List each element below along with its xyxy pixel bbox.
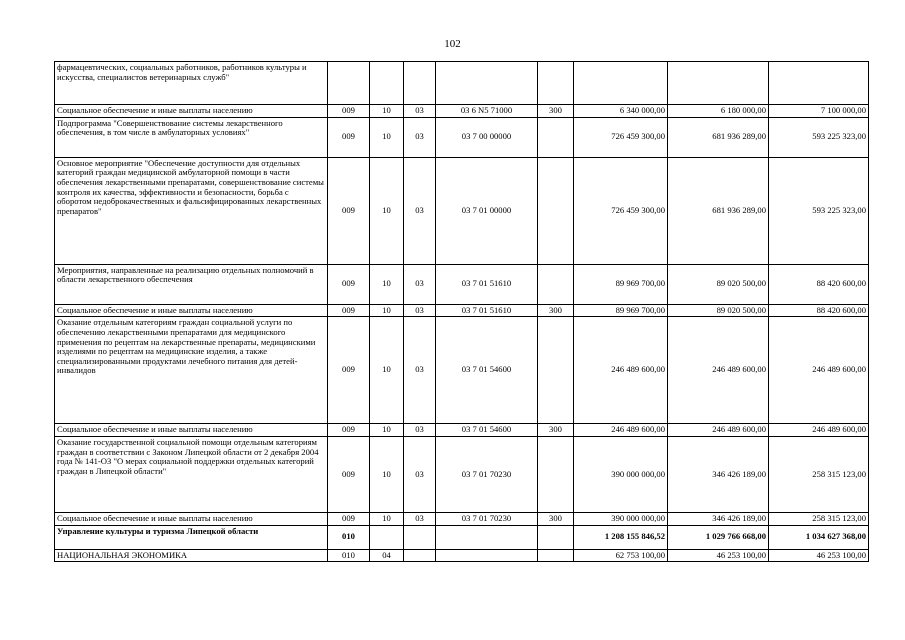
cell-amount-year1: 246 489 600,00	[574, 317, 668, 424]
cell-name: Социальное обеспечение и иные выплаты населению	[55, 105, 328, 118]
cell-amount-year3: 88 420 600,00	[769, 304, 869, 317]
cell-ved: 009	[328, 304, 370, 317]
cell-amount-year3: 246 489 600,00	[769, 317, 869, 424]
cell-expense-type	[538, 525, 574, 549]
cell-name: Основное мероприятие "Обеспечение доступности для отдельных категорий граждан медицинской амбулаторной помощи в части обеспечения лекарственными препаратами, совершенствование системы контроля их качества, эффективности и безопасности, борьба с оборотом недоброкачественных и фальсифицированных лекарственных препаратов"	[55, 157, 328, 264]
cell-amount-year1: 89 969 700,00	[574, 264, 668, 304]
cell-ved: 009	[328, 317, 370, 424]
cell-ved: 010	[328, 525, 370, 549]
cell-amount-year3: 258 315 123,00	[769, 512, 869, 525]
cell-amount-year1: 1 208 155 846,52	[574, 525, 668, 549]
cell-amount-year2: 346 426 189,00	[668, 436, 769, 512]
cell-name: Социальное обеспечение и иные выплаты населению	[55, 304, 328, 317]
cell-name: фармацевтических, социальных работников, работников культуры и искусства, специалистов ветеринарных служб"	[55, 62, 328, 105]
cell-podrazdel	[404, 549, 436, 562]
cell-podrazdel	[404, 525, 436, 549]
cell-amount-year1	[574, 62, 668, 105]
cell-podrazdel	[404, 62, 436, 105]
cell-amount-year2: 89 020 500,00	[668, 264, 769, 304]
cell-podrazdel: 03	[404, 117, 436, 157]
cell-amount-year2: 1 029 766 668,00	[668, 525, 769, 549]
cell-name: Подпрограмма "Совершенствование системы лекарственного обеспечения, в том числе в амбулаторных условиях"	[55, 117, 328, 157]
cell-target-article: 03 7 01 54600	[436, 424, 538, 437]
cell-expense-type: 300	[538, 424, 574, 437]
cell-target-article	[436, 62, 538, 105]
cell-razdel	[370, 62, 404, 105]
cell-amount-year3: 7 100 000,00	[769, 105, 869, 118]
cell-name: Мероприятия, направленные на реализацию отдельных полномочий в области лекарственного обеспечения	[55, 264, 328, 304]
cell-expense-type: 300	[538, 512, 574, 525]
cell-razdel: 10	[370, 512, 404, 525]
table-row	[55, 317, 869, 424]
cell-target-article: 03 7 01 70230	[436, 436, 538, 512]
table-row	[55, 264, 869, 304]
table-row	[55, 424, 869, 437]
cell-amount-year3: 46 253 100,00	[769, 549, 869, 562]
cell-razdel: 10	[370, 105, 404, 118]
cell-target-article: 03 6 N5 71000	[436, 105, 538, 118]
cell-ved: 009	[328, 264, 370, 304]
cell-podrazdel: 03	[404, 436, 436, 512]
cell-target-article: 03 7 00 00000	[436, 117, 538, 157]
cell-razdel: 10	[370, 264, 404, 304]
cell-name: Социальное обеспечение и иные выплаты населению	[55, 424, 328, 437]
cell-ved	[328, 62, 370, 105]
table-row	[55, 436, 869, 512]
cell-amount-year3: 593 225 323,00	[769, 157, 869, 264]
cell-expense-type	[538, 157, 574, 264]
cell-expense-type	[538, 436, 574, 512]
cell-amount-year1: 62 753 100,00	[574, 549, 668, 562]
cell-amount-year1: 390 000 000,00	[574, 512, 668, 525]
cell-amount-year1: 726 459 300,00	[574, 117, 668, 157]
cell-ved: 010	[328, 549, 370, 562]
cell-amount-year3: 88 420 600,00	[769, 264, 869, 304]
cell-podrazdel: 03	[404, 105, 436, 118]
cell-amount-year1: 89 969 700,00	[574, 304, 668, 317]
table-row	[55, 525, 869, 549]
cell-amount-year2: 681 936 289,00	[668, 157, 769, 264]
cell-amount-year1: 726 459 300,00	[574, 157, 668, 264]
cell-podrazdel: 03	[404, 512, 436, 525]
cell-name: Оказание отдельным категориям граждан социальной услуги по обеспечению лекарственными препаратами для медицинского применения по рецептам на лекарственные препараты, медицинскими изделиями по рецептам на медицинские изделия, а также специализированными продуктами лечебного питания для детей-инвалидов	[55, 317, 328, 424]
cell-expense-type	[538, 62, 574, 105]
cell-amount-year3: 258 315 123,00	[769, 436, 869, 512]
cell-expense-type	[538, 549, 574, 562]
cell-ved: 009	[328, 117, 370, 157]
table-row	[55, 512, 869, 525]
cell-amount-year3	[769, 62, 869, 105]
cell-target-article: 03 7 01 54600	[436, 317, 538, 424]
table-row	[55, 62, 869, 105]
table-row	[55, 549, 869, 562]
cell-name: Оказание государственной социальной помощи отдельным категориям граждан в соответствии с Законом Липецкой области от 2 декабря 2004 года № 141-ОЗ "О мерах социальной поддержки отдельных категорий граждан в Липецкой области"	[55, 436, 328, 512]
cell-expense-type	[538, 317, 574, 424]
cell-ved: 009	[328, 512, 370, 525]
cell-podrazdel: 03	[404, 157, 436, 264]
cell-name: Управление культуры и туризма Липецкой области	[55, 525, 328, 549]
cell-razdel: 10	[370, 157, 404, 264]
cell-target-article: 03 7 01 70230	[436, 512, 538, 525]
cell-razdel	[370, 525, 404, 549]
cell-expense-type	[538, 117, 574, 157]
cell-amount-year3: 1 034 627 368,00	[769, 525, 869, 549]
cell-razdel: 04	[370, 549, 404, 562]
cell-razdel: 10	[370, 117, 404, 157]
table-row	[55, 304, 869, 317]
cell-ved: 009	[328, 436, 370, 512]
cell-amount-year2: 246 489 600,00	[668, 317, 769, 424]
cell-podrazdel: 03	[404, 264, 436, 304]
table-row	[55, 117, 869, 157]
cell-name: Социальное обеспечение и иные выплаты населению	[55, 512, 328, 525]
cell-razdel: 10	[370, 436, 404, 512]
cell-razdel: 10	[370, 317, 404, 424]
cell-razdel: 10	[370, 304, 404, 317]
cell-target-article: 03 7 01 51610	[436, 304, 538, 317]
cell-amount-year2: 89 020 500,00	[668, 304, 769, 317]
budget-table	[54, 61, 869, 562]
cell-amount-year2: 681 936 289,00	[668, 117, 769, 157]
cell-amount-year2	[668, 62, 769, 105]
cell-ved: 009	[328, 157, 370, 264]
cell-target-article: 03 7 01 51610	[436, 264, 538, 304]
table-row	[55, 105, 869, 118]
cell-amount-year1: 246 489 600,00	[574, 424, 668, 437]
cell-ved: 009	[328, 105, 370, 118]
cell-expense-type: 300	[538, 304, 574, 317]
cell-podrazdel: 03	[404, 317, 436, 424]
cell-amount-year1: 6 340 000,00	[574, 105, 668, 118]
cell-name: НАЦИОНАЛЬНАЯ ЭКОНОМИКА	[55, 549, 328, 562]
cell-amount-year3: 246 489 600,00	[769, 424, 869, 437]
cell-ved: 009	[328, 424, 370, 437]
cell-amount-year2: 346 426 189,00	[668, 512, 769, 525]
page-number: 102	[444, 38, 461, 50]
cell-target-article	[436, 549, 538, 562]
cell-target-article: 03 7 01 00000	[436, 157, 538, 264]
cell-expense-type	[538, 264, 574, 304]
table-body	[55, 62, 869, 562]
cell-razdel: 10	[370, 424, 404, 437]
cell-expense-type: 300	[538, 105, 574, 118]
cell-amount-year2: 6 180 000,00	[668, 105, 769, 118]
cell-podrazdel: 03	[404, 304, 436, 317]
cell-target-article	[436, 525, 538, 549]
cell-amount-year2: 246 489 600,00	[668, 424, 769, 437]
cell-amount-year3: 593 225 323,00	[769, 117, 869, 157]
cell-amount-year2: 46 253 100,00	[668, 549, 769, 562]
table-row	[55, 157, 869, 264]
cell-podrazdel: 03	[404, 424, 436, 437]
cell-amount-year1: 390 000 000,00	[574, 436, 668, 512]
